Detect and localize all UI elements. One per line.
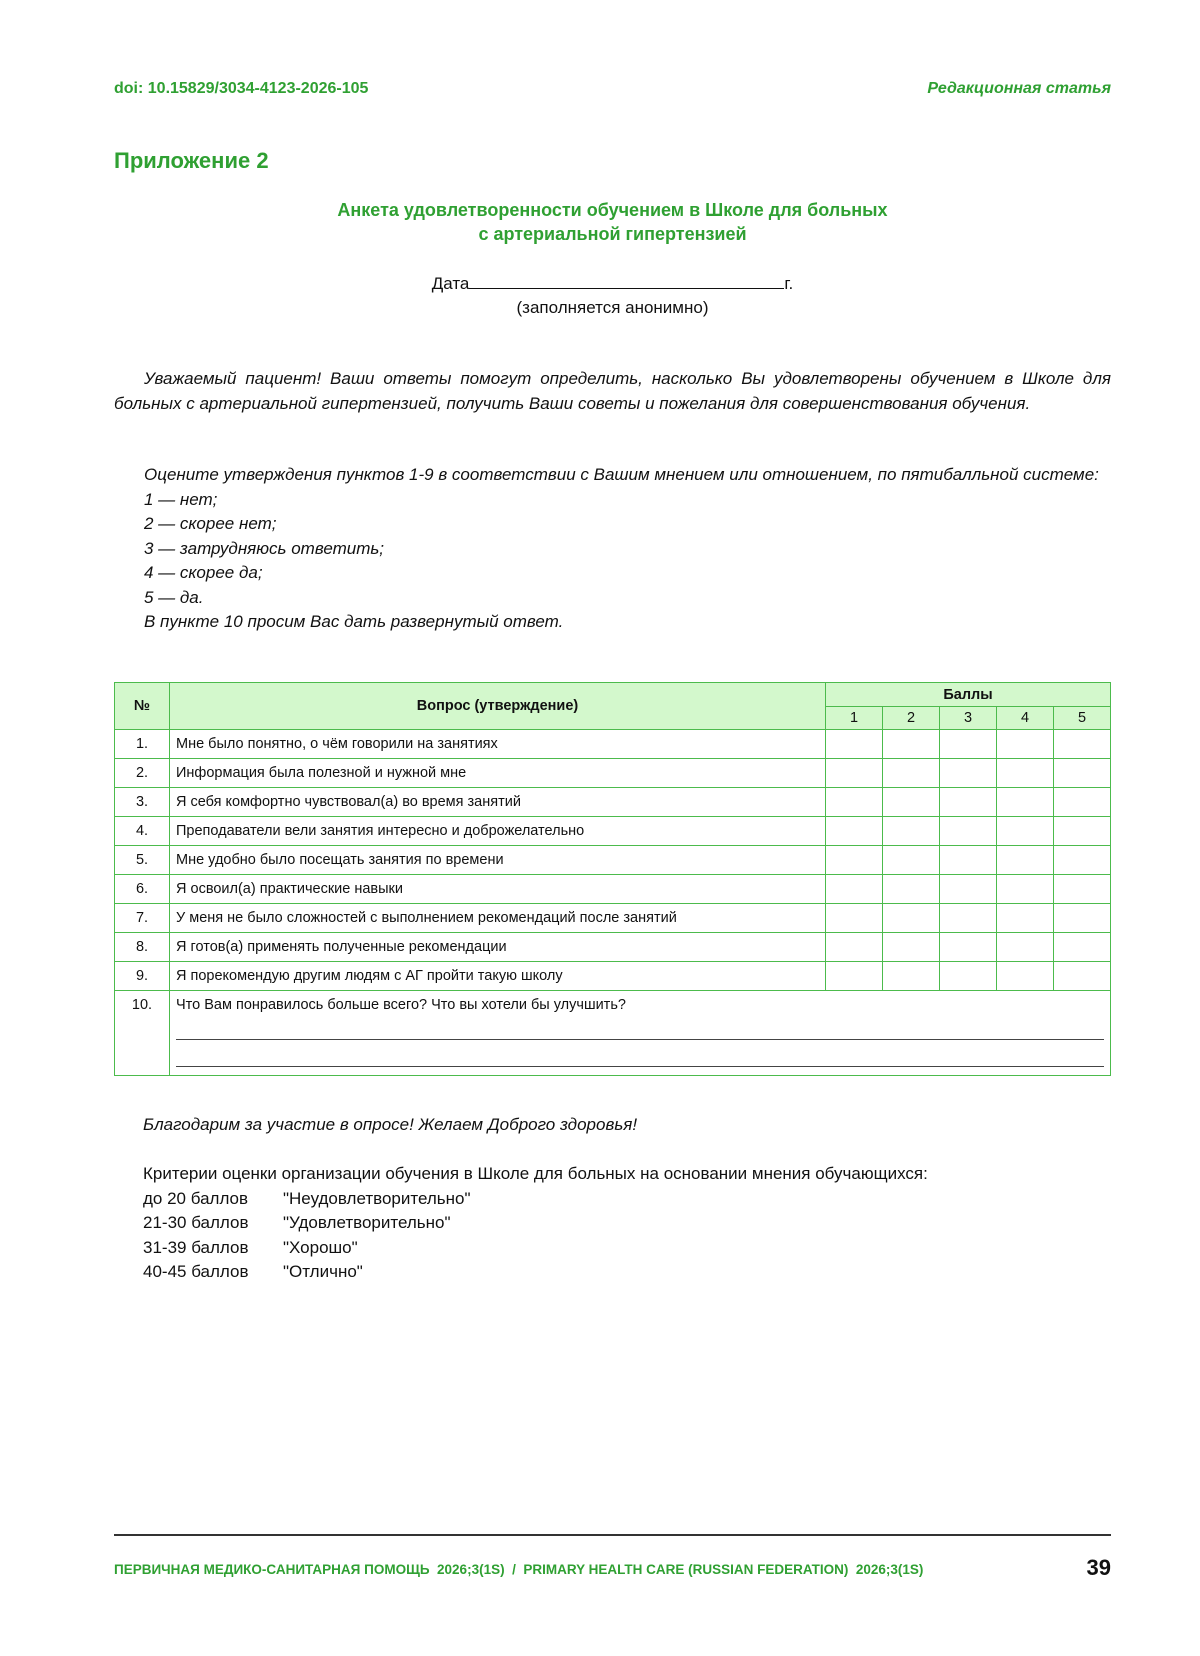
table-row xyxy=(115,817,1111,846)
score-cell-5[interactable] xyxy=(1054,933,1111,962)
row-number: 1. xyxy=(115,730,170,759)
score-cell-1[interactable] xyxy=(826,904,883,933)
table-row xyxy=(115,730,1111,759)
instructions xyxy=(114,463,1111,635)
score-cell-3[interactable] xyxy=(940,817,997,846)
instructions-text: Оцените утверждения пунктов 1-9 в соответствии с Вашим мнением или отношением, по пятибалльной системе: xyxy=(144,465,1099,484)
score-cell-3[interactable] xyxy=(940,730,997,759)
score-cell-1[interactable] xyxy=(826,846,883,875)
grade: "Отлично" xyxy=(283,1262,363,1281)
score-cell-2[interactable] xyxy=(883,846,940,875)
row-number: 8. xyxy=(115,933,170,962)
scale-item: 2 — скорее нет; xyxy=(144,514,277,533)
score-col-header: 4 xyxy=(997,707,1054,730)
title-line: с артериальной гипертензией xyxy=(478,224,747,244)
score-cell-4[interactable] xyxy=(997,904,1054,933)
score-cell-3[interactable] xyxy=(940,962,997,991)
score-cell-1[interactable] xyxy=(826,788,883,817)
score-cell-2[interactable] xyxy=(883,788,940,817)
score-cell-5[interactable] xyxy=(1054,759,1111,788)
score-col-header: 3 xyxy=(940,707,997,730)
score-cell-4[interactable] xyxy=(997,730,1054,759)
row-number: 7. xyxy=(115,904,170,933)
scale-item: 5 — да. xyxy=(144,587,204,607)
score-cell-1[interactable] xyxy=(826,759,883,788)
scale-item: 4 — скорее да; xyxy=(144,563,263,582)
question-text: Преподаватели вели занятия интересно и доброжелательно xyxy=(170,817,826,846)
score-col-header: 5 xyxy=(1054,707,1111,730)
open-question-row xyxy=(115,991,1111,1076)
num-header: № xyxy=(115,683,170,730)
question-text: Информация была полезной и нужной мне xyxy=(170,759,826,788)
score-cell-5[interactable] xyxy=(1054,817,1111,846)
date-field[interactable] xyxy=(469,272,784,289)
title-line: Анкета удовлетворенности обучением в Школе для больных xyxy=(337,200,888,220)
score-range: до 20 баллов xyxy=(143,1188,249,1208)
score-range: 21-30 баллов xyxy=(143,1213,249,1232)
questionnaire-title xyxy=(114,198,1111,246)
table-row xyxy=(115,788,1111,817)
score-cell-2[interactable] xyxy=(883,875,940,904)
score-cell-2[interactable] xyxy=(883,759,940,788)
score-cell-4[interactable] xyxy=(997,933,1054,962)
score-cell-5[interactable] xyxy=(1054,730,1111,759)
question-header: Вопрос (утверждение) xyxy=(170,683,826,730)
anonymous-note: (заполняется анонимно) xyxy=(516,298,709,317)
question-text: Я порекомендую другим людям с АГ пройти такую школу xyxy=(170,962,826,991)
score-range: 31-39 баллов xyxy=(143,1237,249,1257)
row-number: 3. xyxy=(115,788,170,817)
criteria-item xyxy=(143,1236,928,1261)
row-number: 6. xyxy=(115,875,170,904)
score-cell-3[interactable] xyxy=(940,904,997,933)
score-cell-2[interactable] xyxy=(883,962,940,991)
table-row xyxy=(115,933,1111,962)
score-cell-4[interactable] xyxy=(997,759,1054,788)
score-cell-2[interactable] xyxy=(883,933,940,962)
table-row xyxy=(115,904,1111,933)
score-cell-4[interactable] xyxy=(997,846,1054,875)
row-number: 5. xyxy=(115,846,170,875)
question-text: Я себя комфортно чувствовал(а) во время занятий xyxy=(170,788,826,817)
score-cell-3[interactable] xyxy=(940,788,997,817)
score-range: 40-45 баллов xyxy=(143,1262,249,1281)
grade: "Удовлетворительно" xyxy=(283,1213,451,1232)
answer-line[interactable] xyxy=(176,1040,1104,1067)
score-cell-1[interactable] xyxy=(826,730,883,759)
criteria-item xyxy=(143,1211,928,1236)
score-cell-3[interactable] xyxy=(940,933,997,962)
table-row xyxy=(115,875,1111,904)
intro xyxy=(114,367,1111,416)
row-number: 4. xyxy=(115,817,170,846)
journal-footer: ПЕРВИЧНАЯ МЕДИКО-САНИТАРНАЯ ПОМОЩЬ 2026;3(1S) / PRIMARY HEALTH CARE (RUSSIAN FEDERATION) 2026;3(1S) xyxy=(114,1562,924,1577)
grade: "Хорошо" xyxy=(283,1237,358,1257)
score-cell-1[interactable] xyxy=(826,817,883,846)
score-col-header: 2 xyxy=(883,707,940,730)
row-number: 2. xyxy=(115,759,170,788)
row-number: 9. xyxy=(115,962,170,991)
score-cell-5[interactable] xyxy=(1054,904,1111,933)
score-cell-2[interactable] xyxy=(883,817,940,846)
criteria-item xyxy=(143,1260,928,1285)
score-cell-4[interactable] xyxy=(997,817,1054,846)
grade: "Неудовлетворительно" xyxy=(283,1188,471,1208)
date-suffix: г. xyxy=(784,274,794,293)
answer-line[interactable] xyxy=(176,1013,1104,1040)
score-cell-1[interactable] xyxy=(826,875,883,904)
open-question-text: Что Вам понравилось больше всего? Что вы хотели бы улучшить? xyxy=(176,997,626,1013)
score-cell-5[interactable] xyxy=(1054,846,1111,875)
score-cell-1[interactable] xyxy=(826,962,883,991)
score-cell-4[interactable] xyxy=(997,962,1054,991)
scale-item: 1 — нет; xyxy=(144,489,218,509)
row-number: 10. xyxy=(115,991,170,1076)
score-cell-5[interactable] xyxy=(1054,962,1111,991)
score-cell-5[interactable] xyxy=(1054,875,1111,904)
question-text: Мне удобно было посещать занятия по времени xyxy=(170,846,826,875)
open-question-note: В пункте 10 просим Вас дать развернутый ответ. xyxy=(144,612,564,631)
questionnaire-table xyxy=(114,682,1111,1076)
footer-divider xyxy=(114,1534,1111,1536)
criteria-item xyxy=(143,1187,928,1212)
question-text: Я готов(а) применять полученные рекомендации xyxy=(170,933,826,962)
score-cell-3[interactable] xyxy=(940,875,997,904)
date-label: Дата xyxy=(431,274,470,293)
date-block xyxy=(114,272,1111,320)
score-cell-3[interactable] xyxy=(940,759,997,788)
score-cell-1[interactable] xyxy=(826,933,883,962)
doi: doi: 10.15829/3034-4123-2026-105 xyxy=(114,80,369,97)
score-cell-2[interactable] xyxy=(883,904,940,933)
appendix-title: Приложение 2 xyxy=(114,148,269,173)
score-cell-4[interactable] xyxy=(997,875,1054,904)
intro-text: Уважаемый пациент! Ваши ответы помогут определить, насколько Вы удовлетворены обучением в Школе для больных с артериальной гипертензией, получить Ваши советы и пожелания для совершенствования обучения. xyxy=(114,369,1111,413)
question-text: Я освоил(а) практические навыки xyxy=(170,875,826,904)
scores-header: Баллы xyxy=(826,683,1111,707)
question-text: Мне было понятно, о чём говорили на занятиях xyxy=(170,730,826,759)
question-text: У меня не было сложностей с выполнением рекомендаций после занятий xyxy=(170,904,826,933)
score-col-header: 1 xyxy=(826,707,883,730)
criteria-title: Критерии оценки организации обучения в Школе для больных на основании мнения обучающихся: xyxy=(143,1164,928,1183)
score-cell-3[interactable] xyxy=(940,846,997,875)
page-number: 39 xyxy=(1086,1555,1111,1580)
score-cell-5[interactable] xyxy=(1054,788,1111,817)
section-label: Редакционная статья xyxy=(927,80,1111,97)
score-cell-4[interactable] xyxy=(997,788,1054,817)
score-cell-2[interactable] xyxy=(883,730,940,759)
table-row xyxy=(115,962,1111,991)
criteria xyxy=(143,1162,928,1285)
thanks: Благодарим за участие в опросе! Желаем Доброго здоровья! xyxy=(143,1115,638,1134)
table-row xyxy=(115,759,1111,788)
scale-item: 3 — затрудняюсь ответить; xyxy=(144,538,385,558)
table-row xyxy=(115,846,1111,875)
